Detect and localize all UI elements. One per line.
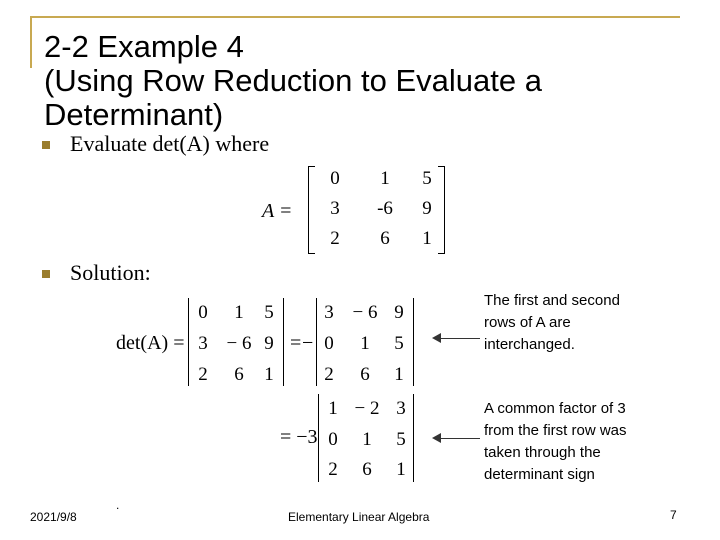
det1-minus: − xyxy=(302,332,314,354)
matrix-cell: 0 xyxy=(198,302,208,323)
matrix-cell: 2 xyxy=(324,364,334,385)
title-line-3: Determinant) xyxy=(44,97,224,132)
bullet-square-icon xyxy=(42,270,50,278)
matrix-cell: 6 xyxy=(362,459,372,480)
footer-course: Elementary Linear Algebra xyxy=(288,510,430,524)
matrix-cell: 9 xyxy=(422,198,432,219)
matrix-cell: 9 xyxy=(394,302,404,323)
footer-dot: . xyxy=(116,498,120,512)
bullet-evaluate-text: Evaluate det(A) where xyxy=(70,131,270,156)
matrix-cell: 1 xyxy=(328,398,338,419)
matrix-cell: − 2 xyxy=(354,398,380,419)
matrix-cell: 1 xyxy=(396,459,406,480)
det2-right-bar xyxy=(413,298,414,386)
matrix-cell: 0 xyxy=(328,429,338,450)
matrix-cell: − 6 xyxy=(352,302,378,323)
frame-left-line xyxy=(30,16,32,68)
title-line-1: 2-2 Example 4 xyxy=(44,29,244,64)
matrix-cell: 5 xyxy=(394,333,404,354)
matrix-cell: 6 xyxy=(234,364,244,385)
matrix-cell: 1 xyxy=(362,429,372,450)
matrix-a-left-bracket xyxy=(308,166,315,254)
matrix-cell: 5 xyxy=(422,168,432,189)
matrix-cell: − 6 xyxy=(226,333,252,354)
matrix-cell: 0 xyxy=(330,168,340,189)
matrix-cell: 3 xyxy=(324,302,334,323)
matrix-cell: 2 xyxy=(328,459,338,480)
annotation-row-swap: The first and second rows of A are interchanged. xyxy=(484,292,620,353)
matrix-cell: 1 xyxy=(422,228,432,249)
matrix-cell: 2 xyxy=(198,364,208,385)
det1-right-bar xyxy=(283,298,284,386)
matrix-cell: 5 xyxy=(264,302,274,323)
matrix-cell: 1 xyxy=(380,168,390,189)
matrix-cell: 9 xyxy=(264,333,274,354)
footer-date: 2021/9/8 xyxy=(30,510,77,524)
det3-left-bar xyxy=(318,394,319,482)
bullet-solution-text: Solution: xyxy=(70,260,151,285)
footer-page-number: 7 xyxy=(670,508,677,522)
matrix-cell: 3 xyxy=(330,198,340,219)
arrow-common-factor-line xyxy=(440,438,480,439)
matrix-cell: 1 xyxy=(264,364,274,385)
matrix-cell: 0 xyxy=(324,333,334,354)
det-a-label: det(A) = xyxy=(116,332,185,354)
matrix-cell: 1 xyxy=(234,302,244,323)
title-line-2: (Using Row Reduction to Evaluate a xyxy=(44,63,542,98)
det1-equals: = xyxy=(290,332,302,354)
annotation-common-factor: A common factor of 3 from the first row was taken through the determinant sign xyxy=(484,400,627,483)
frame-top-line xyxy=(30,16,680,18)
matrix-cell: 5 xyxy=(396,429,406,450)
bullet-square-icon xyxy=(42,141,50,149)
matrix-cell: 3 xyxy=(396,398,406,419)
matrix-cell: 6 xyxy=(380,228,390,249)
matrix-cell: 2 xyxy=(330,228,340,249)
matrix-cell: 1 xyxy=(394,364,404,385)
matrix-cell: 3 xyxy=(198,333,208,354)
matrix-cell: -6 xyxy=(377,198,393,219)
det-factor-label: = −3 xyxy=(280,426,318,448)
matrix-cell: 1 xyxy=(360,333,370,354)
arrow-left-icon xyxy=(432,333,441,343)
det1-left-bar xyxy=(188,298,189,386)
slide-title xyxy=(44,30,542,132)
arrow-left-icon xyxy=(432,433,441,443)
matrix-cell: 6 xyxy=(360,364,370,385)
matrix-a-label: A = xyxy=(262,200,293,222)
arrow-row-swap-line xyxy=(440,338,480,339)
